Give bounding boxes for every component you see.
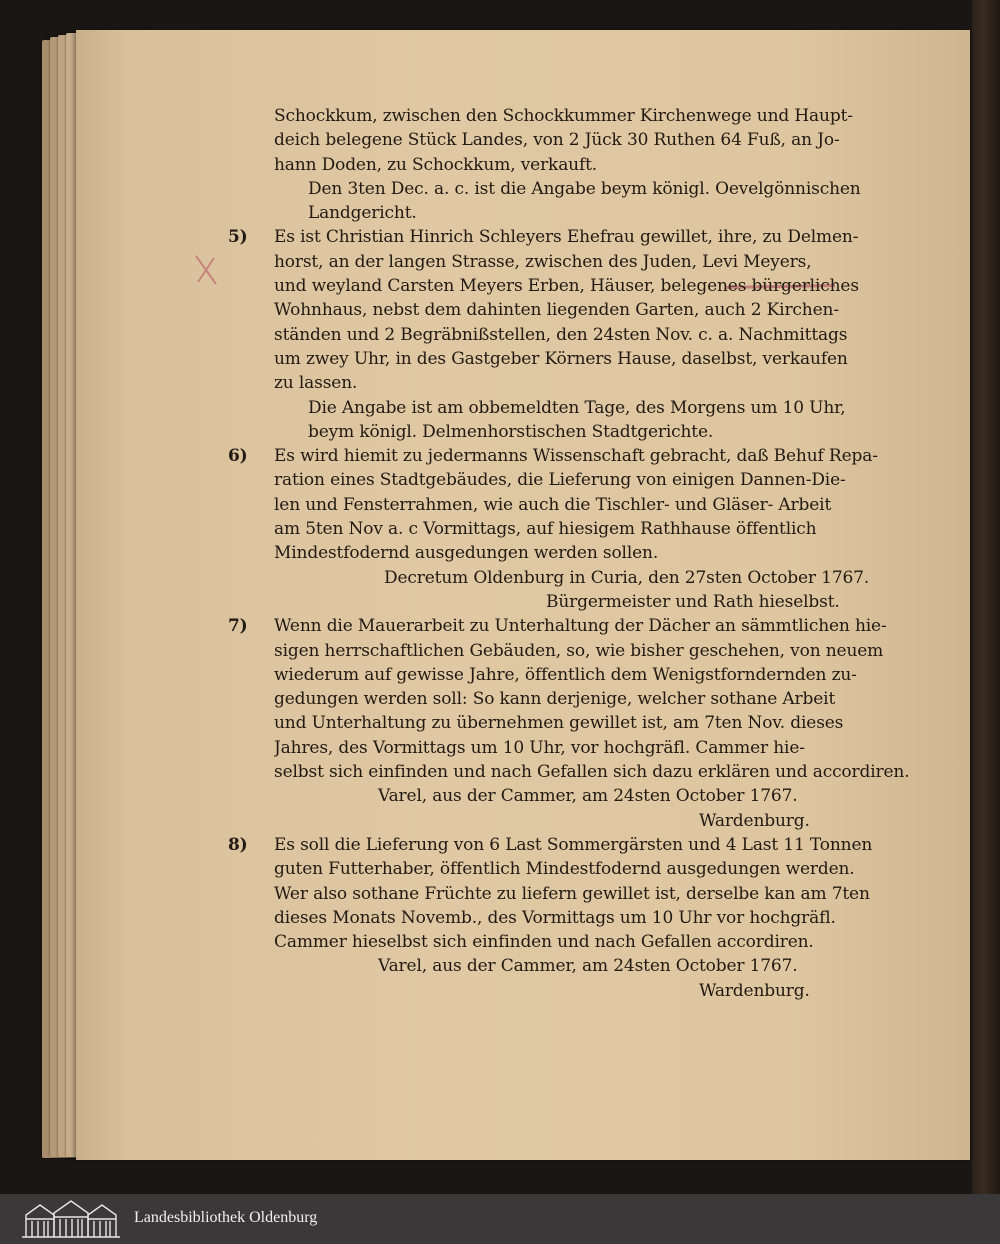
text-line: Den 3ten Dec. a. c. ist die Angabe beym königl. Oevelgönnischen	[308, 178, 861, 199]
pencil-x-mark	[192, 252, 220, 288]
text-line: Mindestfodernd ausgedungen werden sollen.	[274, 543, 659, 564]
text-line: hann Doden, zu Schockkum, verkauft.	[274, 154, 598, 175]
text-line: selbst sich einfinden und nach Gefallen sich dazu erklären und accordiren.	[274, 762, 910, 783]
document-text	[228, 104, 940, 1003]
text-line: Wohnhaus, nebst dem dahinten liegenden Garten, auch 2 Kirchen-	[274, 300, 839, 321]
text-line: gedungen werden soll: So kann derjenige, welcher sothane Arbeit	[274, 689, 836, 710]
text-line: Cammer hieselbst sich einfinden und nach Gefallen accordiren.	[274, 932, 814, 953]
intro-entry	[228, 104, 940, 225]
text-line: Wenn die Mauerarbeit zu Unterhaltung der Dächer an sämmtlichen hie-	[274, 616, 887, 637]
text-line: Es ist Christian Hinrich Schleyers Ehefrau gewillet, ihre, zu Delmen-	[274, 227, 859, 248]
text-line: um zwey Uhr, in des Gastgeber Körners Hause, daselbst, verkaufen	[274, 348, 848, 369]
entry-7	[228, 614, 940, 833]
entry-paragraph	[274, 444, 940, 565]
text-line: wiederum auf gewisse Jahre, öffentlich dem Wenigstforndernden zu-	[274, 664, 857, 685]
text-line: beym königl. Delmenhorstischen Stadtgerichte.	[308, 421, 714, 442]
library-name[interactable]: Landesbibliothek Oldenburg	[134, 1209, 318, 1226]
text-line: und Unterhaltung zu übernehmen gewillet ist, am 7ten Nov. dieses	[274, 713, 844, 734]
entry-notice	[274, 396, 940, 445]
text-line: Es soll die Lieferung von 6 Last Sommergärsten und 4 Last 11 Tonnen	[274, 834, 873, 855]
text-line: am 5ten Nov a. c Vormittags, auf hiesigem Rathhause öffentlich	[274, 519, 817, 540]
text-line: Die Angabe ist am obbemeldten Tage, des Morgens um 10 Uhr,	[308, 397, 846, 418]
entry-paragraph	[274, 833, 940, 954]
text-line: Jahres, des Vormittags um 10 Uhr, vor hochgräfl. Cammer hie-	[274, 737, 805, 758]
signature-place-date: Decretum Oldenburg in Curia, den 27sten October 1767.	[384, 567, 870, 588]
entry-number: 6)	[228, 446, 248, 467]
text-line: sigen herrschaftlichen Gebäuden, so, wie bisher geschehen, von neuem	[274, 640, 884, 661]
text-line: len und Fensterrahmen, wie auch die Tischler- und Gläser- Arbeit	[274, 494, 832, 515]
footer-bar	[0, 1194, 1000, 1244]
text-line: ständen und 2 Begräbnißstellen, den 24sten Nov. c. a. Nachmittags	[274, 324, 848, 345]
text-line: zu lassen.	[274, 373, 358, 394]
text-line: dieses Monats Novemb., des Vormittags um 10 Uhr vor hochgräfl.	[274, 907, 836, 928]
entry-paragraph	[274, 225, 940, 395]
signature-name: Bürgermeister und Rath hieselbst.	[546, 591, 840, 612]
text-line: horst, an der langen Strasse, zwischen des Juden, Levi Meyers,	[274, 251, 812, 272]
intro-notice	[274, 177, 940, 226]
intro-paragraph	[274, 104, 940, 177]
entry-5	[228, 225, 940, 444]
entry-6	[228, 444, 940, 614]
entry-number: 8)	[228, 834, 248, 855]
library-building-icon[interactable]	[20, 1199, 122, 1239]
entry-paragraph	[274, 614, 940, 784]
signature-place-date: Varel, aus der Cammer, am 24sten October 1767.	[378, 956, 798, 977]
text-line: Wer also sothane Früchte zu liefern gewillet ist, derselbe kan am 7ten	[274, 883, 870, 904]
text-line: deich belegene Stück Landes, von 2 Jück 30 Ruthen 64 Fuß, an Jo-	[274, 130, 840, 151]
text-line: Schockkum, zwischen den Schockkummer Kirchenwege und Haupt-	[274, 106, 853, 126]
entry-number: 7)	[228, 616, 248, 637]
signature-place-date: Varel, aus der Cammer, am 24sten October 1767.	[378, 786, 798, 807]
text-line: und weyland Carsten Meyers Erben, Häuser, belegenes bürgerliches	[274, 276, 859, 297]
text-line: ration eines Stadtgebäudes, die Lieferung von einigen Dannen-Die-	[274, 470, 846, 491]
entry-number: 5)	[228, 227, 248, 248]
signature-name: Wardenburg.	[699, 980, 810, 1001]
text-line: Es wird hiemit zu jedermanns Wissenschaft gebracht, daß Behuf Repa-	[274, 446, 878, 467]
text-line: Landgericht.	[308, 203, 417, 224]
entry-8	[228, 833, 940, 1003]
signature-name: Wardenburg.	[699, 810, 810, 831]
text-line: guten Futterhaber, öffentlich Mindestfodernd ausgedungen werden.	[274, 859, 855, 880]
